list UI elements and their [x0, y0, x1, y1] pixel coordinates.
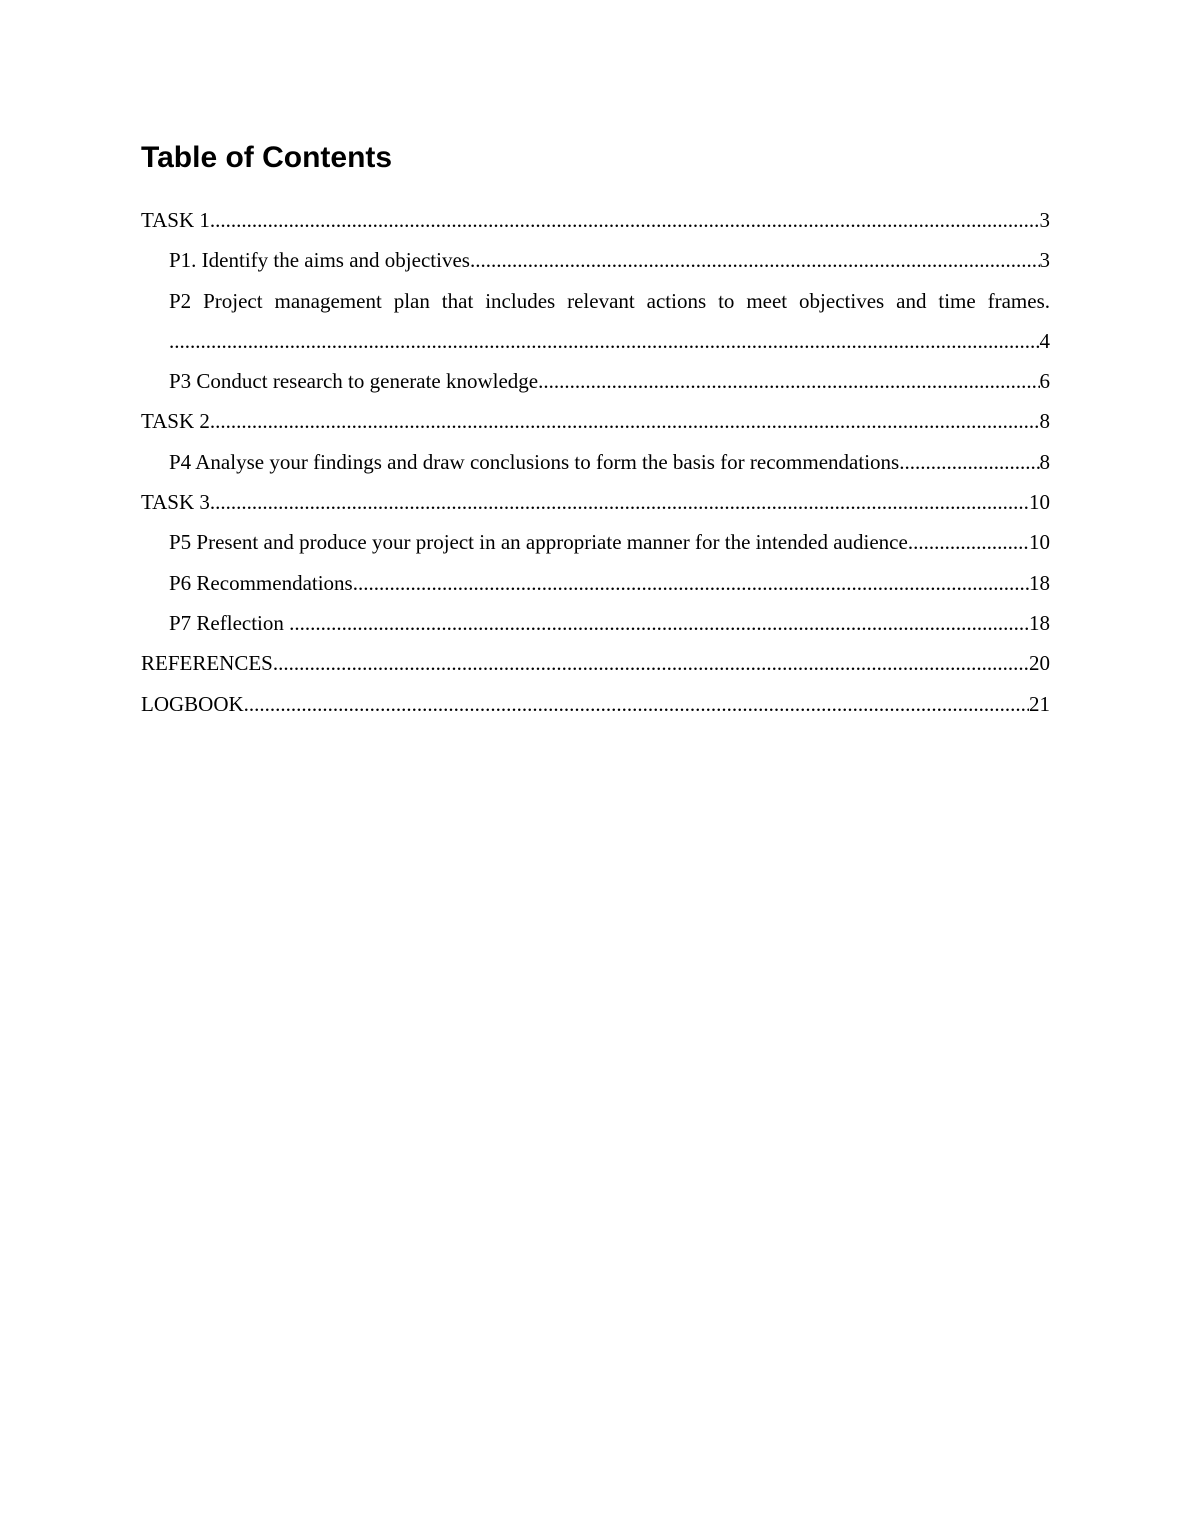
toc-dot-leader — [244, 684, 1029, 724]
toc-dot-leader — [210, 401, 1040, 441]
toc-title: Table of Contents — [141, 141, 393, 174]
toc-entry-task-2[interactable] — [141, 401, 1050, 441]
toc-dot-leader — [289, 603, 1029, 643]
toc-entry-label: P3 Conduct research to generate knowledge — [169, 369, 539, 394]
toc-entry-p6[interactable] — [141, 563, 1050, 603]
toc-entry-references[interactable] — [141, 643, 1050, 683]
toc-entry-label: P2 Project management plan that includes relevant actions to meet objectives and time frames. — [169, 288, 1050, 313]
toc-dot-leader — [210, 482, 1029, 522]
toc-dot-leader — [273, 643, 1029, 683]
toc-page-number: 6 — [1039, 369, 1050, 394]
toc-entry-label: TASK 2 — [141, 409, 210, 434]
toc-page-number: 3 — [1039, 208, 1050, 232]
toc-dot-leader — [353, 563, 1029, 603]
toc-page-number: 18 — [1029, 610, 1050, 635]
toc-entry-label: REFERENCES — [141, 651, 273, 676]
toc-entry-label: P5 Present and produce your project in an appropriate manner for the intended audience. — [169, 530, 914, 555]
toc-page-number: 4 — [1039, 328, 1050, 353]
toc-entry-label: P4 Analyse your findings and draw conclusions to form the basis for recommendations. — [169, 449, 905, 474]
toc-dot-leader — [538, 361, 1039, 401]
toc-entry-task-3[interactable] — [141, 482, 1050, 522]
toc-entry-label: TASK 1 — [141, 208, 210, 232]
toc-page-number: 10 — [1029, 530, 1050, 555]
toc-entry-p5[interactable] — [141, 522, 1050, 562]
toc-entry-p4[interactable] — [141, 442, 1050, 482]
toc-page-number: 18 — [1029, 570, 1050, 595]
toc-dot-leader — [210, 200, 1040, 240]
toc-page-number: 10 — [1029, 490, 1050, 515]
toc-page-number: 21 — [1029, 691, 1050, 716]
toc-entry-label: P6 Recommendations — [169, 570, 353, 595]
toc-entry-label: LOGBOOK — [141, 691, 244, 716]
toc-page-number: 8 — [1039, 449, 1050, 474]
toc-entry-p3[interactable] — [141, 361, 1050, 401]
toc-entry-label: TASK 3 — [141, 490, 210, 515]
toc-page-number: 8 — [1039, 409, 1050, 434]
toc-entry-p1[interactable] — [141, 240, 1050, 280]
toc-entry-p7[interactable] — [141, 603, 1050, 643]
toc-page-number: 3 — [1039, 248, 1050, 273]
toc-entry-task-1[interactable] — [141, 200, 1050, 240]
toc-dot-leader — [913, 522, 1029, 562]
toc-entry-p2[interactable] — [141, 281, 1050, 362]
toc-entry-label: P7 Reflection — [169, 610, 290, 635]
toc-entry-label: P1. Identify the aims and objectives — [169, 248, 470, 273]
toc-dot-leader — [169, 321, 1040, 361]
toc-dot-leader — [470, 240, 1040, 280]
toc-dot-leader — [904, 442, 1039, 482]
toc-entry-logbook[interactable] — [141, 684, 1050, 724]
table-of-contents — [141, 200, 1050, 724]
toc-page-number: 20 — [1029, 651, 1050, 676]
